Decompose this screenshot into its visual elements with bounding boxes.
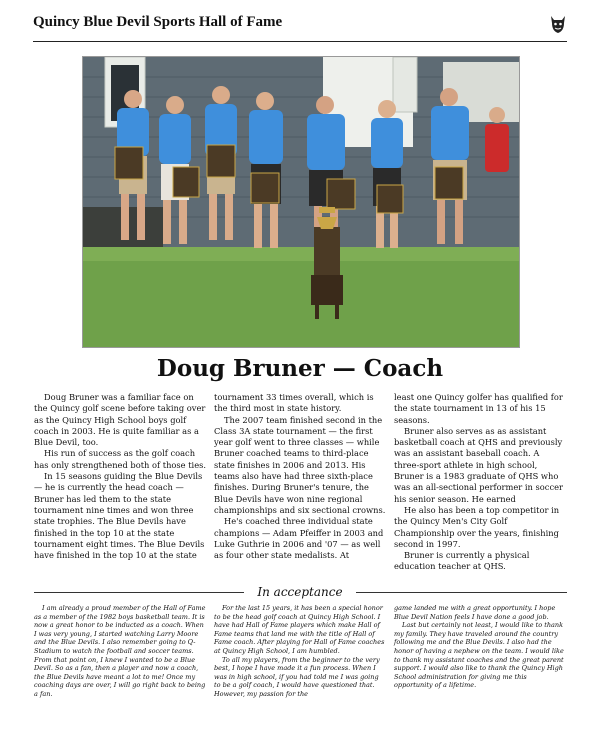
acceptance-body	[34, 604, 568, 724]
paragraph: In 15 seasons guiding the Blue Devils — he is currently the head coach — Bruner has led them to the state tournament nine times and won three state trophies. The Blue Devils have finished in the top 10 at the state tournament eight times. The Blue Devils have finished in the top 10 at the state	[34, 471, 205, 561]
header-rule	[33, 41, 567, 42]
paragraph: He also has been a top competitor in the Quincy Men's City Golf Championship over the years, finishing second in 1997.	[394, 504, 560, 549]
paragraph: He's coached three individual state champions — Adam Pfeiffer in 2003 and Luke Guthrie in 2006 and '07 — as well as four other state medalists. At	[214, 516, 384, 561]
team-photo	[82, 56, 520, 348]
paragraph: Bruner is currently a physical education teacher at QHS.	[394, 550, 530, 572]
article-body	[34, 392, 568, 572]
acceptance-rule-right	[356, 592, 567, 593]
article-column-2	[214, 392, 386, 561]
article-column-3	[394, 392, 566, 573]
paragraph: His run of success as the golf coach has only strengthened both of those ties.	[34, 448, 207, 470]
paragraph: The 2007 team finished second in the Class 3A state tournament — the first year golf went to three classes — while Bruner coached teams to third-place state finishes in 2006 and 2013. His teams also have had three sixth-place finishes. During Bruner's tenure, the Blue Devils have won nine regional championships and six sectional crowns.	[214, 414, 386, 515]
paragraph: Bruner also serves as as assistant basketball coach at QHS and previously was an assistant baseball coach. A three-sport athlete in high school, Bruner is a 1983 graduate of QHS who was an all-sectional performer in soccer his senior season. He earned	[394, 425, 563, 504]
acceptance-column-1	[34, 604, 206, 699]
paragraph: least one Quincy golfer has qualified for the state tournament in 13 of his 15 seasons.	[394, 392, 563, 425]
paragraph: Doug Bruner was a familiar face on the Quincy golf scene before taking over as the Quincy High School boys golf coach in 2003. He is quite familiar as a Blue Devil, too.	[34, 392, 206, 448]
paragraph: Last but certainly not least, I would like to thank my family. They have traveled around the country following me and the Blue Devils. I also had the honor of having a nephew on the team. I would like to thank my assistant coaches and the great parent support. I would also like to thank the Quincy High School administration for giving me this opportunity of a lifetime.	[394, 621, 564, 690]
paragraph: For the last 15 years, it has been a special honor to be the head golf coach at Quincy High School. I have had Hall of Fame players which make Hall of Fame teams that land me with the title of Hall of Fame coach. After playing for Hall of Fame coaches at Quincy High School, I am humbled.	[214, 604, 385, 655]
article-column-1	[34, 392, 206, 561]
acceptance-title: In acceptance	[257, 585, 343, 599]
acceptance-column-3	[394, 604, 566, 690]
paragraph: tournament 33 times overall, which is the third most in state history.	[214, 392, 374, 414]
page-title: Doug Bruner — Coach	[156, 355, 444, 382]
paragraph: I am already a proud member of the Hall of Fame as a member of the 1982 boys basketball team. It is now a great honor to be inducted as a coach. When I was very young, I started watching Larry Moore and the Blue Devils. I also remember going to Q-Stadium to watch the football and soccer teams. From that point on, I knew I wanted to be a Blue Devil. So as a fan, then a player and now a coach, the Blue Devils have meant a lot to me! Once my coaching days are over, I will go right back to being a fan.	[34, 604, 206, 698]
header-title: Quincy Blue Devil Sports Hall of Fame	[33, 14, 283, 30]
paragraph: To all my players, from the beginner to the very best, I hope I have made it a fun process. When I was in high school, if you had told me I was going to be a golf coach, I would have questioned that. However, my passion for the	[214, 655, 380, 698]
acceptance-column-2	[214, 604, 386, 699]
page-header	[33, 14, 567, 40]
paragraph: game landed me with a great opportunity. I hope Blue Devil Nation feels I have done a good job.	[394, 604, 556, 621]
blue-devil-logo-icon	[549, 14, 567, 34]
